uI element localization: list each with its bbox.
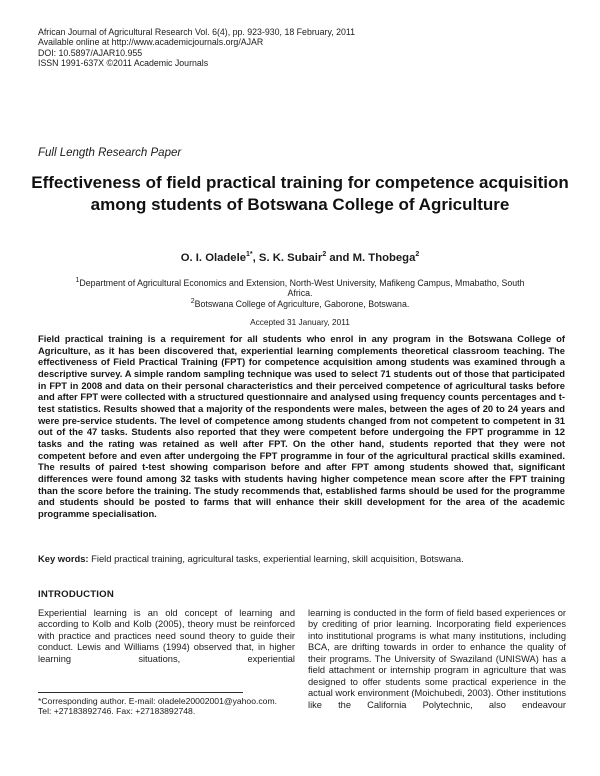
intro-column-right: learning is conducted in the form of field based experiences or by crediting of prior learning. Incorporating field experiences into institutional programs is what many institutions, including BCA, are drifting towards in order to enhance the quality of their programs. The University of Swaziland (UNISWA) has a field attachment or internship program in agriculture that was designed to offer students some practical experience in the actual work environment (Moichubedi, 2003). Other institutions like the California Polytechnic, also endeavour bbox=[308, 608, 566, 710]
footnote-line-1: *Corresponding author. E-mail: oladele20002001@yahoo.com. bbox=[38, 696, 277, 706]
journal-issn-line: ISSN 1991-637X ©2011 Academic Journals bbox=[38, 58, 209, 69]
author-2-affiliation-marker: 2 bbox=[322, 251, 327, 259]
journal-url-line: Available online at http://www.academicjournals.org/AJAR bbox=[38, 37, 264, 48]
journal-title-line: African Journal of Agricultural Research Vol. 6(4), pp. 923-930, 18 February, 2011 bbox=[38, 27, 356, 37]
abstract-text: Field practical training is a requirement for all students who enrol in any program in the Botswana College of Agriculture, as it has been discovered that, experiential learning complements theoretical classroom teaching. The effectiveness of Field Practical Training (FPT) for competence acquisition among students was examined through a descriptive survey. A simple random sampling technique was used to select 71 students out of those that participated in FPT in 2008 and data on their personal characteristics and their perceived competence of agricultural tasks before and after FPT were collected with a structured questionnaire and analysed using frequency counts percentages and t-test statistics. Results showed that a majority of the respondents were males, between the ages of 20 to 24 years and were pre-service students. The level of competence among students changed from not competent to competent in 31 out of the 47 tasks. Students also reported that they were competent before undergoing the FPT programme in 12 tasks and the rating was retained as well after FPT. On the other hand, students reported that they were not competent before and even after undergoing the FPT programme in four of the agricultural practical skills examined. The results of paired t-test showing comparison before and after FPT among students showed that, significant differences were found among 32 tasks with students having higher competence mean score after the FPT training than the score before the training. The study recommends that, established farms should be used for the programme and students should be posted to farms that will enhance their skill development for the area of the academic programme specialisation. bbox=[38, 333, 565, 519]
intro-column-left: Experiential learning is an old concept of learning and according to Kolb and Kolb (2005), theory must be reinforced with practice and practices need sound theory to guide their conduct. Lewis and Williams (1994) observed that, in higher learning situations, experiential bbox=[38, 608, 295, 664]
author-2-name: S. K. Subair bbox=[258, 252, 323, 264]
affiliation-1 bbox=[70, 278, 530, 299]
affiliation-2-text: Botswana College of Agriculture, Gaborone, Botswana. bbox=[194, 298, 410, 309]
byline-separator-2: and bbox=[326, 252, 353, 264]
paper-title: Effectiveness of field practical training for competence acquisition among students of Botswana College of Agriculture bbox=[31, 173, 569, 214]
affiliations bbox=[70, 278, 530, 309]
author-3-name: M. Thobega bbox=[352, 252, 416, 264]
byline-separator-1: , bbox=[252, 252, 259, 264]
journal-doi-line: DOI: 10.5897/AJAR10.955 bbox=[38, 47, 143, 58]
journal-header bbox=[38, 27, 355, 69]
footnote-divider bbox=[38, 692, 243, 693]
byline bbox=[0, 252, 600, 264]
author-3-affiliation-marker: 2 bbox=[415, 251, 420, 259]
author-1-name: O. I. Oladele bbox=[180, 252, 247, 264]
footnote bbox=[38, 692, 300, 717]
keywords-label: Key words: bbox=[38, 553, 89, 564]
keywords-text: Field practical training, agricultural tasks, experiential learning, skill acquisition, Botswana. bbox=[88, 553, 464, 564]
affiliation-1-text: Department of Agricultural Economics and Extension, North-West University, Mafikeng Campus, Mmabatho, South Africa. bbox=[79, 278, 525, 299]
affiliation-2-marker: 2 bbox=[190, 297, 195, 305]
footnote-line-2: Tel: +27183892746. Fax: +27183892748. bbox=[38, 706, 196, 717]
keywords-line bbox=[38, 553, 565, 564]
accepted-date: Accepted 31 January, 2011 bbox=[250, 317, 350, 327]
affiliation-2 bbox=[70, 299, 530, 309]
introduction-heading: INTRODUCTION bbox=[38, 589, 114, 600]
article-type-label: Full Length Research Paper bbox=[38, 147, 182, 159]
author-1-affiliation-marker: 1* bbox=[246, 251, 253, 259]
affiliation-1-marker: 1 bbox=[75, 277, 80, 285]
